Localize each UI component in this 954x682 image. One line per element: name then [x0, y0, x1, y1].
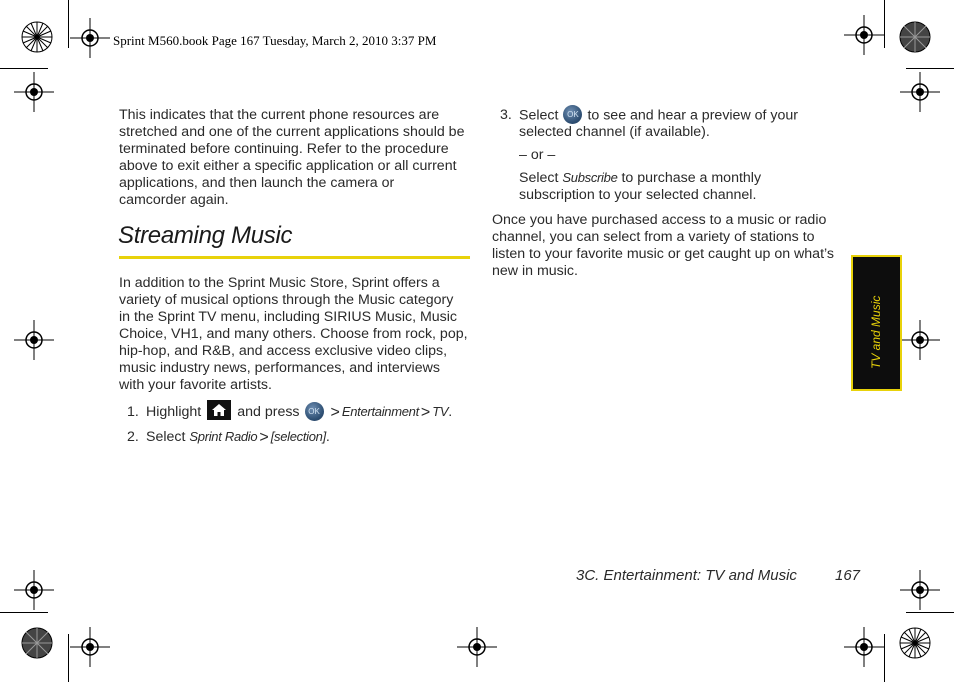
- text-line: This indicates that the current phone resources are: [119, 107, 440, 123]
- menu-path-item: Entertainment: [341, 403, 419, 419]
- crop-line: [884, 634, 885, 682]
- text-line: In addition to the Sprint Music Store, Sprint offers a: [119, 275, 440, 291]
- crop-line: [884, 0, 885, 48]
- streaming-paragraph: [119, 275, 479, 394]
- text-line: applications, and then launch the camera or: [119, 175, 395, 191]
- menu-path-item: Subscribe: [562, 170, 618, 185]
- text-line: camcorder again.: [119, 192, 229, 208]
- step-number: 2.: [127, 429, 139, 445]
- crop-line: [0, 68, 48, 69]
- text-line: music industry news, performances, and interviews: [119, 360, 440, 376]
- step-text: to purchase a monthly: [621, 170, 762, 186]
- text-line: with your favorite artists.: [119, 377, 272, 393]
- registration-crosshair-icon: [14, 320, 54, 360]
- registration-crosshair-icon: [14, 570, 54, 610]
- chapter-tab: [851, 255, 902, 391]
- text-line: Once you have purchased access to a music or radio: [492, 212, 827, 228]
- menu-separator: >: [259, 429, 269, 446]
- menu-separator: >: [330, 403, 340, 421]
- registration-crosshair-icon: [900, 72, 940, 112]
- intro-paragraph: [119, 107, 479, 209]
- step-number: 3.: [500, 107, 512, 124]
- crop-line: [906, 612, 954, 613]
- ok-key-icon: OK: [305, 402, 324, 421]
- text-line: in the Sprint TV menu, including SIRIUS Music, Music: [119, 309, 458, 325]
- step-3-line-2: selected channel (if available).: [519, 124, 710, 140]
- heading-rule: [119, 256, 470, 259]
- text-line: stretched and one of the current applications should be: [119, 124, 465, 140]
- menu-path-item: [selection]: [270, 429, 326, 444]
- footer-section-title: 3C. Entertainment: TV and Music: [576, 567, 797, 584]
- crop-line: [906, 68, 954, 69]
- text-line: variety of musical options through the Music category: [119, 292, 454, 308]
- registration-crosshair-icon: [900, 320, 940, 360]
- step-2: [127, 428, 330, 446]
- step-text: and press: [237, 403, 300, 420]
- step-text: Highlight: [146, 403, 202, 420]
- menu-separator: >: [420, 403, 431, 421]
- purchase-paragraph: [492, 212, 852, 280]
- registration-crosshair-icon: [70, 627, 110, 667]
- registration-crosshair-icon: [844, 627, 884, 667]
- crop-line: [68, 0, 69, 48]
- menu-path-item: Sprint Radio: [189, 429, 258, 444]
- registration-crosshair-icon: [900, 570, 940, 610]
- step-number: 1.: [127, 403, 139, 420]
- starburst-target-icon: [899, 627, 931, 659]
- step-3: [500, 106, 798, 125]
- step-text: Select: [519, 107, 559, 124]
- text-line: listen to your favorite music or get caught up on what’s: [492, 246, 834, 262]
- starburst-target-icon: [21, 627, 53, 659]
- subscribe-line-2: subscription to your selected channel.: [519, 187, 757, 203]
- ok-key-icon: OK: [563, 105, 582, 124]
- text-line: above to exit either a specific application or all current: [119, 158, 457, 174]
- step-text: Select: [519, 170, 559, 186]
- print-header: Sprint M560.book Page 167 Tuesday, March 2, 2010 3:37 PM: [113, 33, 437, 48]
- text-line: Choice, VH1, and many others. Choose from rock, pop,: [119, 326, 468, 342]
- step-text: to see and hear a preview of your: [587, 107, 799, 124]
- text-line: new in music.: [492, 263, 578, 279]
- subscribe-line: [519, 170, 761, 186]
- registration-crosshair-icon: [14, 72, 54, 112]
- registration-crosshair-icon: [70, 18, 110, 58]
- punctuation: .: [448, 403, 453, 420]
- step-1: [127, 402, 452, 422]
- chapter-tab-label: TV and Music: [869, 295, 883, 369]
- step-text: Select: [146, 429, 186, 445]
- registration-crosshair-icon: [844, 15, 884, 55]
- starburst-target-icon: [899, 21, 931, 53]
- text-line: channel, you can select from a variety of stations to: [492, 229, 815, 245]
- page-number: 167: [835, 567, 861, 584]
- home-key-icon: [207, 400, 231, 420]
- text-line: hip-hop, and R&B, and access exclusive video clips,: [119, 343, 448, 359]
- section-heading: Streaming Music: [118, 222, 293, 249]
- punctuation: .: [325, 429, 330, 445]
- text-line: terminated before continuing. Refer to the procedure: [119, 141, 449, 157]
- crop-line: [68, 634, 69, 682]
- crop-line: [0, 612, 48, 613]
- registration-crosshair-icon: [457, 627, 497, 667]
- menu-path-item: TV: [432, 403, 449, 419]
- starburst-target-icon: [21, 21, 53, 53]
- or-separator: – or –: [519, 147, 556, 163]
